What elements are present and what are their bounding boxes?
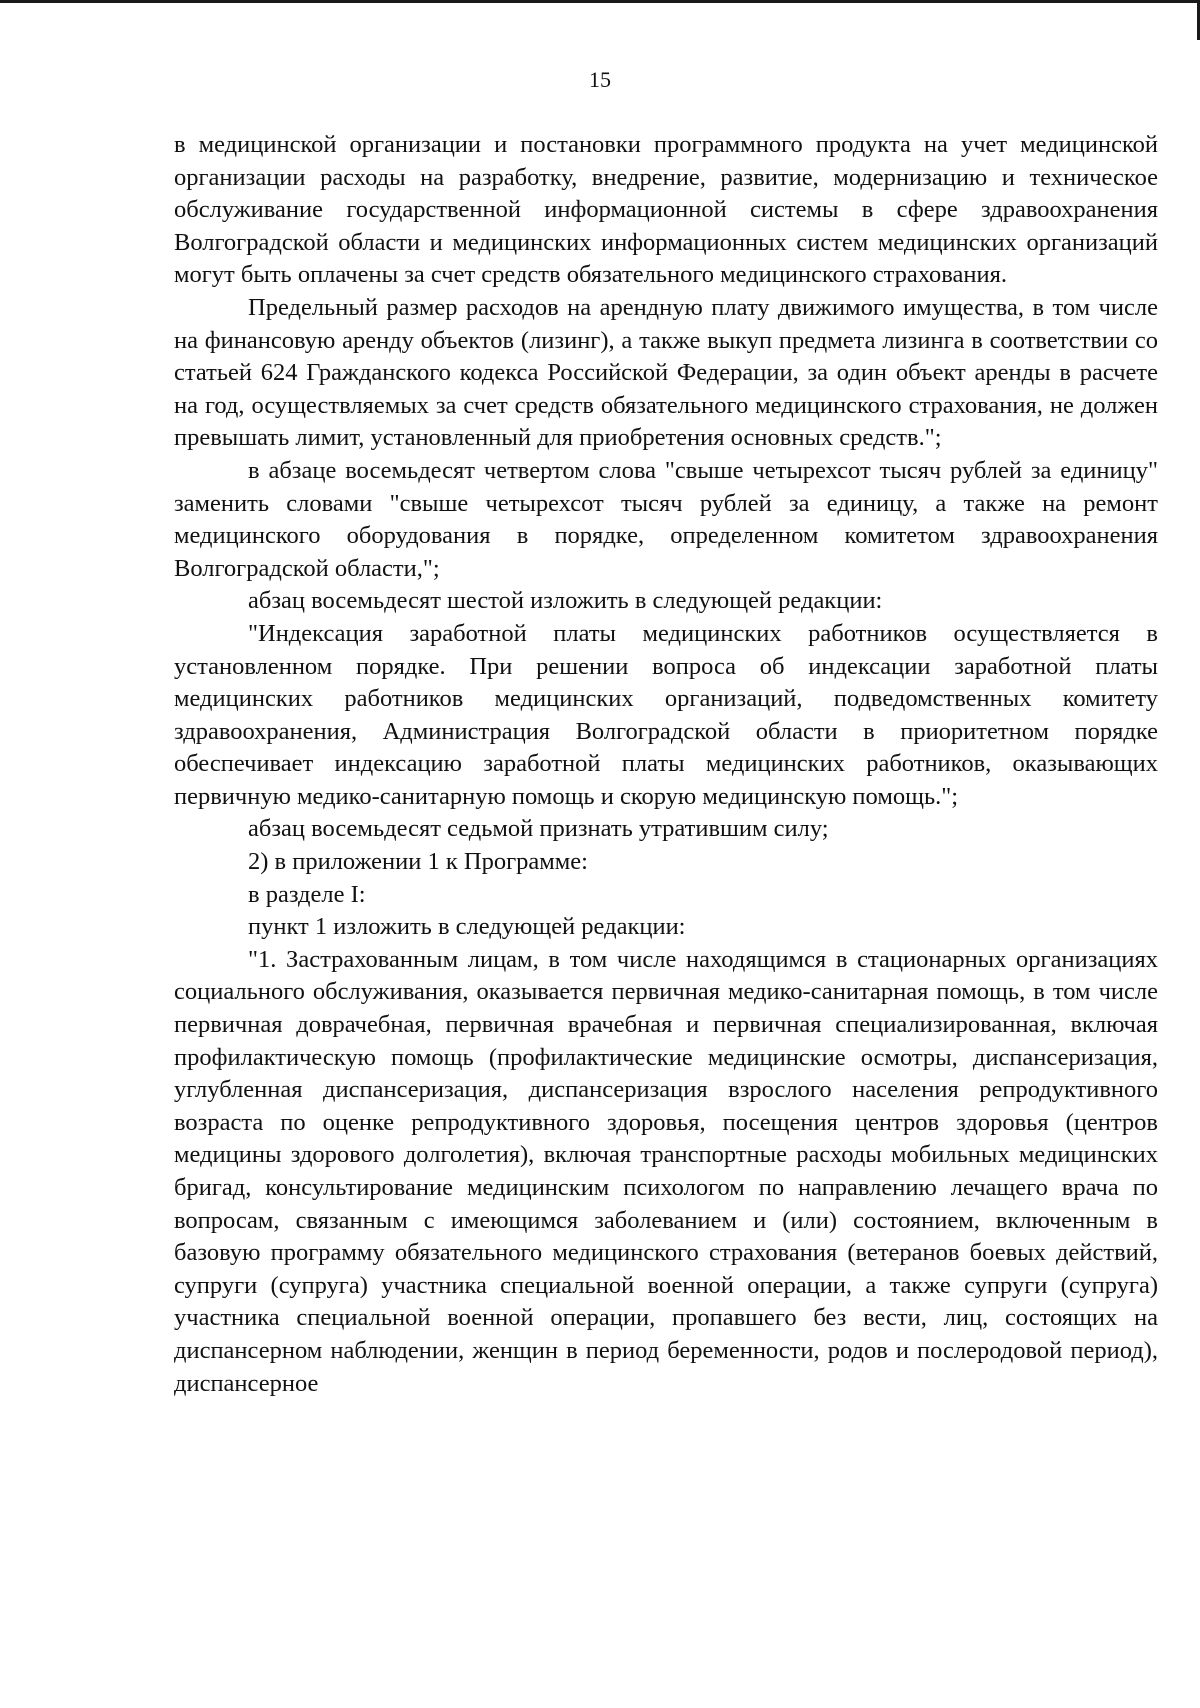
paragraph-amendment-84: в абзаце восемьдесят четвертом слова "свыше четырехсот тысяч рублей за единицу" заменить словами "свыше четырехсот тысяч рублей за единицу, а также на ремонт медицинского оборудования в порядке, определенном комитетом здравоохранения Волгоградской области,"; (174, 456, 1158, 582)
paragraph-salary-indexation: "Индексация заработной платы медицинских работников осуществляется в установленном порядке. При решении вопроса об индексации заработной платы медицинских работников медицинских организаций, подведомственных комитету здравоохранения, Администрация Волгоградской области в приоритетном порядке обеспечивает индексацию заработной платы медицинских работников, оказывающих первичную медико-санитарную помощь и скорую медицинскую помощь."; (174, 619, 1158, 810)
scan-edge-top (0, 0, 1200, 3)
paragraph-item-1-intro: пункт 1 изложить в следующей редакции: (248, 913, 686, 941)
paragraph-lease-limit: Предельный размер расходов на арендную плату движимого имущества, в том числе на финансовую аренду объектов (лизинг), а также выкуп предмета лизинга в соответствии со статьей 624 Гражданского кодекса Российской Федерации, за один объект аренды в расчете на год, осуществляемых за счет средств обязательного медицинского страхования, не должен превышать лимит, установленный для приобретения основных средств."; (174, 293, 1158, 452)
page-number: 15 (589, 67, 611, 92)
paragraph-appendix-1: 2) в приложении 1 к Программе: (248, 848, 588, 876)
paragraph-amendment-87: абзац восемьдесят седьмой признать утратившим силу; (248, 815, 829, 843)
document-body (174, 129, 1158, 1400)
paragraph-item-1-text: "1. Застрахованным лицам, в том числе находящимся в стационарных организациях социального обслуживания, оказывается первичная медико-санитарная помощь, в том числе первичная доврачебная, первичная врачебная и первичная специализированная, включая профилактическую помощь (профилактические медицинские осмотры, диспансеризация, углубленная диспансеризация, диспансеризация взрослого населения репродуктивного возраста по оценке репродуктивного здоровья, посещения центров здоровья (центров медицины здорового долголетия), включая транспортные расходы мобильных медицинских бригад, консультирование медицинским психологом по направлению лечащего врача по вопросам, связанным с имеющимся заболеванием и (или) состоянием, включенным в базовую программу обязательного медицинского страхования (ветеранов боевых действий, супруги (супруга) участника специальной военной операции, а также супруги (супруга) участника специальной военной операции, пропавшего без вести, лиц, состоящих на диспансерном наблюдении, женщин в период беременности, родов и послеродовой период), диспансерное (174, 945, 1158, 1397)
paragraph-continuation: в медицинской организации и постановки программного продукта на учет медицинской организации расходы на разработку, внедрение, развитие, модернизацию и техническое обслуживание государственной информационной системы в сфере здравоохранения Волгоградской области и медицинских информационных систем медицинских организаций могут быть оплачены за счет средств обязательного медицинского страхования. (174, 131, 1158, 289)
paragraph-amendment-86: абзац восемьдесят шестой изложить в следующей редакции: (248, 587, 883, 615)
paragraph-section-1: в разделе I: (248, 880, 366, 908)
